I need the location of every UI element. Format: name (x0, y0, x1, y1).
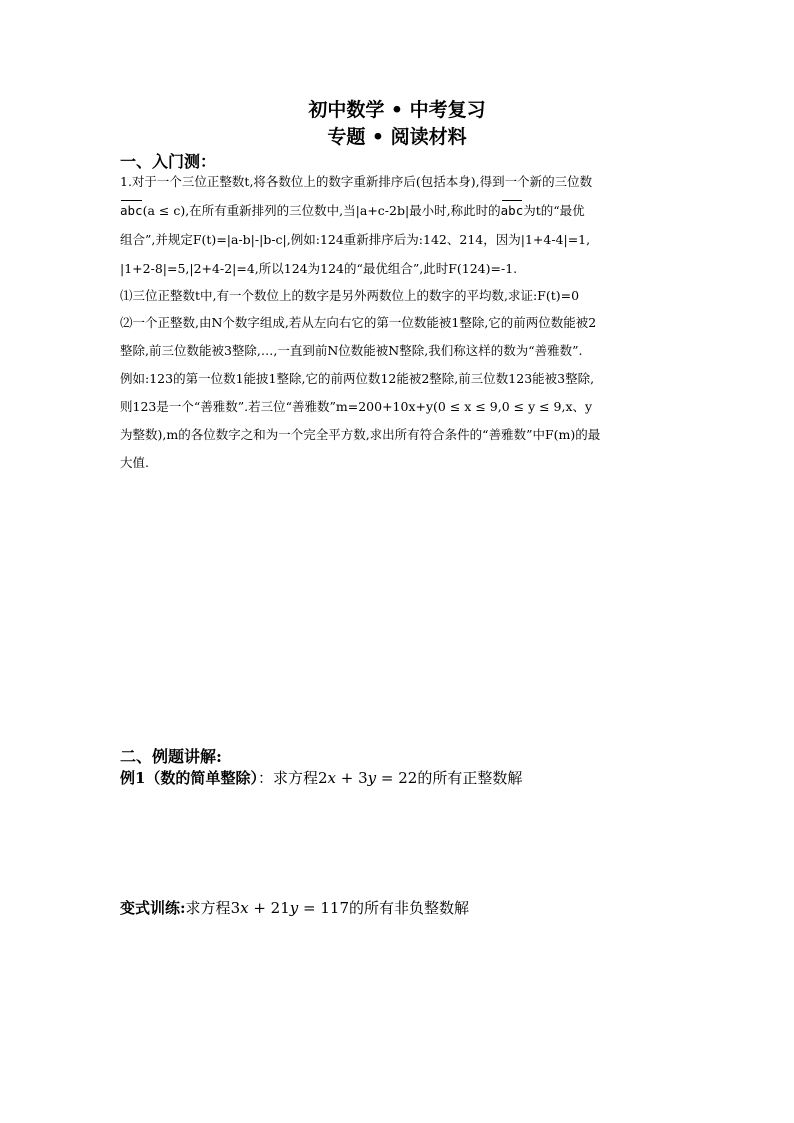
eq2-rhs: = 117 (298, 899, 350, 917)
variant-equation (231, 899, 349, 917)
problem1-line4: |1+2-8|=5,|2+4-2|=4,所以124为124的“最优组合”,此时F(124)=-1. (120, 261, 518, 276)
problem1-line2-end: 为t的“最优 (523, 203, 585, 218)
page-subtitle: 专题 • 阅读材料 (327, 126, 467, 148)
question2-line5: 为整数),m的各位数字之和为一个完全平方数,求出所有符合条件的“善雅数”中F(m)的最 (120, 427, 601, 442)
page-title: 初中数学 • 中考复习 (308, 99, 486, 121)
example1-equation (318, 769, 417, 787)
example1 (120, 768, 522, 788)
section1-heading: 一、入门测： (120, 152, 217, 171)
eq2-coef-a: 3 (230, 899, 241, 917)
example1-text: ：求方程 (257, 769, 318, 787)
eq2-plus: + 21 (248, 899, 290, 917)
eq1-var-y: y (367, 769, 377, 787)
section2-heading: 二、例题讲解: (120, 747, 222, 766)
eq1-rhs: = 22 (376, 769, 418, 787)
example1-tail: 的所有正整数解 (417, 769, 523, 787)
eq1-plus: + 3 (335, 769, 368, 787)
problem1-line2 (120, 203, 680, 219)
problem1-line3: 组合”,并规定F(t)=|a-b|-|b-c|,例如:124重新排序后为:142、214，因为|1+4-4|=1, (120, 232, 591, 247)
question2-line4: 则123是一个“善雅数”.若三位“善雅数”m=200+10x+y(0 ≤ x ≤ 9,0 ≤ y ≤ 9,x、y (120, 399, 593, 414)
variant-tail: 的所有非负整数解 (349, 899, 470, 917)
question2-line3: 例如:123的第一位数1能披1整除,它的前两位数12能被2整除,前三位数123能被3整除, (120, 371, 595, 386)
question2-line6: 大值. (120, 455, 149, 470)
problem1-line2-text: (a ≤ c),在所有重新排列的三位数中,当|a+c-2b|最小时,称此时的 (142, 203, 501, 218)
variant-label: 变式训练: (120, 899, 186, 917)
eq2-var-x: x (240, 899, 249, 917)
abc-overline-term-2: abc (500, 203, 524, 218)
variant-training (120, 898, 469, 918)
variant-text: 求方程 (185, 899, 231, 917)
question1: ⑴三位正整数t中,有一个数位上的数字是另外两数位上的数字的平均数,求证:F(t)=0 (120, 288, 580, 303)
question2-line2: 整除,前三位数能被3整除,…,一直到前N位数能被N整除,我们称这样的数为“善雅数”. (120, 343, 583, 358)
eq2-var-y: y (289, 899, 299, 917)
abc-overline-term: abc (120, 203, 143, 218)
problem1-line1: 1.对于一个三位正整数t,将各数位上的数字重新排序后(包括本身),得到一个新的三位数 (120, 174, 593, 189)
eq1-coef-a: 2 (317, 769, 328, 787)
example1-label: 例1（数的简单整除） (120, 769, 258, 787)
question2-line1: ⑵一个正整数,由N个数字组成,若从左向右它的第一位数能被1整除,它的前两位数能被2 (120, 315, 597, 330)
eq1-var-x: x (327, 769, 336, 787)
